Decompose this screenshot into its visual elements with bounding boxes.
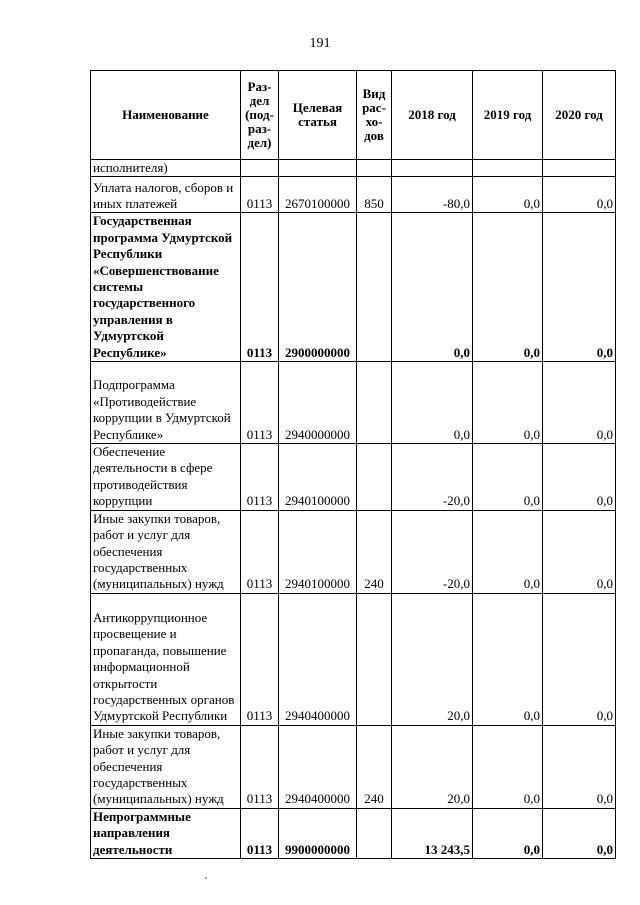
table-row <box>91 725 616 808</box>
header-vid: Вид рас-хо-дов <box>357 71 392 160</box>
cell-name: Государственная программа Удмуртской Республики «Совершенствование системы государственного управления в Удмуртской Республике» <box>91 213 241 362</box>
cell-statya: 9900000000 <box>279 808 357 858</box>
page-number: 191 <box>309 36 331 51</box>
cell-2018: 13 243,5 <box>392 808 473 858</box>
cell-razdel: 0113 <box>241 177 279 213</box>
cell-statya: 2670100000 <box>279 177 357 213</box>
cell-name: исполнителя) <box>91 160 241 177</box>
cell-razdel: 0113 <box>241 444 279 511</box>
cell-2018: 20,0 <box>392 725 473 808</box>
table-body <box>91 160 616 859</box>
table-row <box>91 808 616 858</box>
cell-vid: 850 <box>357 177 392 213</box>
cell-2020: 0,0 <box>543 593 616 725</box>
cell-statya <box>279 160 357 177</box>
cell-2018: 20,0 <box>392 593 473 725</box>
cell-2020: 0,0 <box>543 725 616 808</box>
cell-statya: 2940400000 <box>279 593 357 725</box>
cell-razdel: 0113 <box>241 510 279 593</box>
header-statya: Целевая статья <box>279 71 357 160</box>
cell-statya: 2940100000 <box>279 444 357 511</box>
cell-2018: -20,0 <box>392 444 473 511</box>
cell-2019: 0,0 <box>473 177 543 213</box>
cell-2019: 0,0 <box>473 808 543 858</box>
scan-speck <box>205 877 207 879</box>
cell-2018: 0,0 <box>392 213 473 362</box>
table-row <box>91 510 616 593</box>
cell-2020: 0,0 <box>543 177 616 213</box>
cell-name: Иные закупки товаров, работ и услуг для обеспечения государственных (муниципальных) нужд <box>91 510 241 593</box>
cell-2019: 0,0 <box>473 725 543 808</box>
cell-vid: 240 <box>357 510 392 593</box>
cell-name: Иные закупки товаров, работ и услуг для обеспечения государственных (муниципальных) нужд <box>91 725 241 808</box>
cell-2019: 0,0 <box>473 444 543 511</box>
cell-name: Уплата налогов, сборов и иных платежей <box>91 177 241 213</box>
cell-vid <box>357 593 392 725</box>
cell-razdel <box>241 160 279 177</box>
cell-statya: 2940100000 <box>279 510 357 593</box>
cell-name: Подпрограмма «Противодействие коррупции в Удмуртской Республике» <box>91 362 241 444</box>
cell-razdel: 0113 <box>241 362 279 444</box>
cell-2018: -80,0 <box>392 177 473 213</box>
cell-2020: 0,0 <box>543 444 616 511</box>
budget-table <box>90 70 616 859</box>
cell-vid <box>357 808 392 858</box>
header-name: Наименование <box>91 71 241 160</box>
cell-2018: 0,0 <box>392 362 473 444</box>
cell-vid <box>357 213 392 362</box>
cell-2018: -20,0 <box>392 510 473 593</box>
cell-statya: 2940400000 <box>279 725 357 808</box>
cell-name: Антикоррупционное просвещение и пропаганда, повышение информационной открытости государственных органов Удмуртской Республики <box>91 593 241 725</box>
table-row <box>91 213 616 362</box>
cell-razdel: 0113 <box>241 213 279 362</box>
cell-name: Непрограммные направления деятельности <box>91 808 241 858</box>
cell-2020: 0,0 <box>543 808 616 858</box>
cell-2019: 0,0 <box>473 593 543 725</box>
header-2020: 2020 год <box>543 71 616 160</box>
table-row <box>91 362 616 444</box>
cell-statya: 2940000000 <box>279 362 357 444</box>
cell-vid: 240 <box>357 725 392 808</box>
table-header-row <box>91 71 616 160</box>
cell-2020 <box>543 160 616 177</box>
table-row <box>91 160 616 177</box>
header-2018: 2018 год <box>392 71 473 160</box>
table-row <box>91 177 616 213</box>
table-row <box>91 593 616 725</box>
cell-vid <box>357 362 392 444</box>
cell-2019 <box>473 160 543 177</box>
header-razdel: Раз-дел (под-раз-дел) <box>241 71 279 160</box>
cell-razdel: 0113 <box>241 808 279 858</box>
cell-2020: 0,0 <box>543 213 616 362</box>
cell-2019: 0,0 <box>473 510 543 593</box>
cell-razdel: 0113 <box>241 725 279 808</box>
cell-name: Обеспечение деятельности в сфере противодействия коррупции <box>91 444 241 511</box>
cell-2018 <box>392 160 473 177</box>
cell-razdel: 0113 <box>241 593 279 725</box>
cell-2020: 0,0 <box>543 510 616 593</box>
cell-2020: 0,0 <box>543 362 616 444</box>
cell-statya: 2900000000 <box>279 213 357 362</box>
cell-vid <box>357 444 392 511</box>
cell-2019: 0,0 <box>473 213 543 362</box>
header-2019: 2019 год <box>473 71 543 160</box>
table-row <box>91 444 616 511</box>
cell-2019: 0,0 <box>473 362 543 444</box>
cell-vid <box>357 160 392 177</box>
